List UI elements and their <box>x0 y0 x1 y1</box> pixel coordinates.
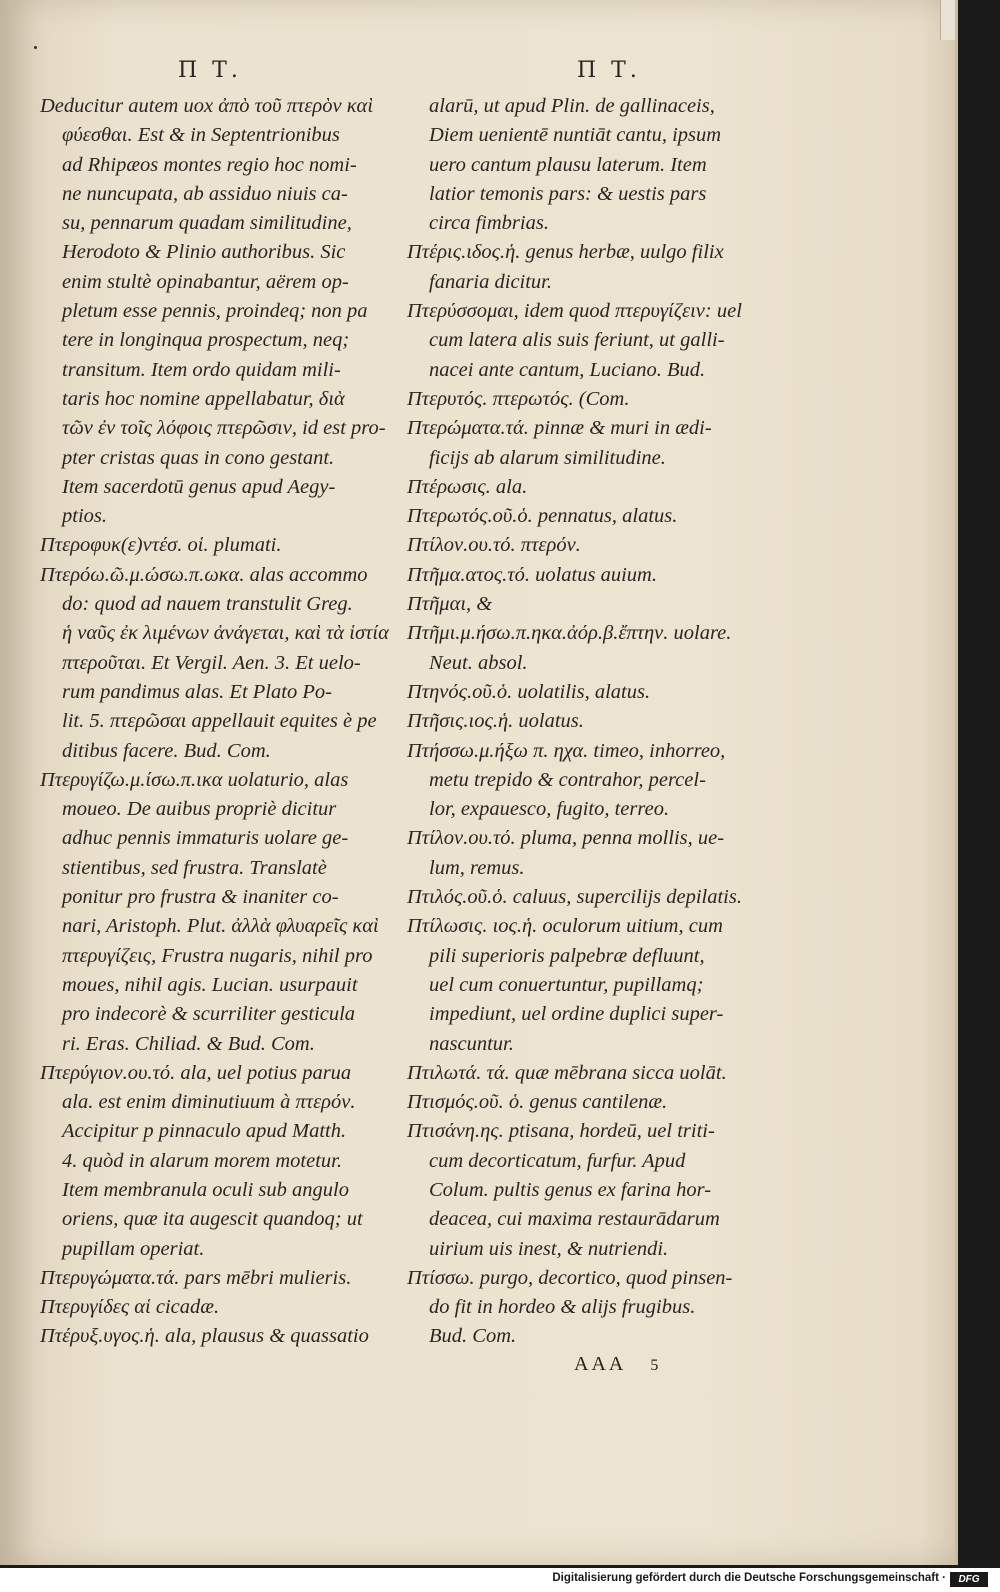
text-line: Πτῆμα.ατος.τό. uolatus auium. <box>407 563 657 586</box>
text-line: πτερυγίζεις, Frustra nugaris, nihil pro <box>62 944 373 967</box>
text-line: ri. Eras. Chiliad. & Bud. Com. <box>62 1032 315 1055</box>
text-line: Πτίλωσις. ιος.ἡ. oculorum uitium, cum <box>407 915 723 938</box>
text-line: rum pandimus alas. Et Plato Po- <box>62 680 332 703</box>
text-line: ponitur pro frustra & inaniter co- <box>62 886 339 909</box>
text-line: do fit in hordeo & alijs frugibus. <box>429 1296 696 1319</box>
text-line: 4. quòd in alarum morem motetur. <box>62 1149 342 1172</box>
text-line: lit. 5. πτερῶσαι appellauit equites è pe <box>62 710 377 733</box>
text-line: uel cum conuertuntur, pupillamq; <box>429 973 704 996</box>
left-column <box>40 92 389 1352</box>
text-line: Item sacerdotū genus apud Aegy- <box>62 475 336 498</box>
signature-number: 5 <box>650 1357 659 1374</box>
text-line: deacea, cui maxima restaurādarum <box>429 1208 720 1231</box>
funding-credit: Digitalisierung gefördert durch die Deutsche Forschungsgemeinschaft · <box>552 1572 946 1584</box>
text-line: Πτερωτός.οῦ.ὁ. pennatus, alatus. <box>407 505 678 528</box>
text-line: Πτῆμι.μ.ήσω.π.ηκα.ἀόρ.β.ἔπτην. uolare. <box>407 622 732 645</box>
text-line: Πτήσσω.μ.ήξω π. ηχα. timeo, inhorreo, <box>407 739 726 762</box>
text-line: Πτεροφυκ(ε)ντέσ. οἱ. plumati. <box>40 534 282 557</box>
text-line: Πτισάνη.ης. ptisana, hordeū, uel triti- <box>407 1120 715 1143</box>
text-line: ditibus facere. Bud. Com. <box>62 739 271 762</box>
text-line: Πτερυγώματα.τά. pars mēbri mulieris. <box>40 1266 352 1289</box>
text-line: Bud. Com. <box>429 1325 517 1348</box>
text-line: Πτερυγίδες αἱ cicadæ. <box>40 1296 220 1319</box>
text-line: Accipitur p pinnaculo apud Matth. <box>62 1120 347 1143</box>
right-column <box>407 92 747 1352</box>
text-line: τῶν ἐν τοῖς λόφοις πτερῶσιν, id est pro- <box>62 417 386 440</box>
text-line: Πτηνός.οῦ.ὁ. uolatilis, alatus. <box>407 680 651 703</box>
text-line: enim stultè opinabantur, aërem op- <box>62 270 349 293</box>
text-line: pter cristas quas in cono gestant. <box>62 446 335 469</box>
text-line: impediunt, uel ordine duplici super- <box>429 1003 724 1026</box>
text-line: su, pennarum quadam similitudine, <box>62 212 352 235</box>
text-line: Item membranula oculi sub angulo <box>62 1178 349 1201</box>
text-line: Πτερύγιον.ου.τό. ala, uel potius parua <box>40 1061 352 1084</box>
running-head-right: Π Τ. <box>577 58 641 83</box>
text-line: Πτῆσις.ιος.ἡ. uolatus. <box>407 710 584 733</box>
text-line: Πτερυγίζω.μ.ίσω.π.ικα uolaturio, alas <box>40 768 349 791</box>
text-line: Πτιλός.οῦ.ὁ. caluus, supercilijs depilatis. <box>407 886 742 909</box>
text-line: Πτέρυξ.υγος.ἡ. ala, plausus & quassatio <box>40 1325 369 1348</box>
text-line: ἡ ναῦς ἐκ λιμένων ἀνάγεται, καὶ τὰ ἱστία <box>62 622 389 645</box>
text-line: Diem uenientē nuntiāt cantu, ipsum <box>429 124 722 147</box>
text-line: Πτερώματα.τά. pinnæ & muri in ædi- <box>407 417 712 440</box>
text-line: uirium uis inest, & nutriendi. <box>429 1237 669 1260</box>
text-line: pili superioris palpebræ defluunt, <box>429 944 705 967</box>
text-line: Colum. pultis genus ex farina hor- <box>429 1178 712 1201</box>
text-line: pletum esse pennis, proindeq; non pa <box>62 300 368 323</box>
text-line: Πτίσσω. purgo, decortico, quod pinsen- <box>407 1266 733 1289</box>
text-line: φύεσθαι. Est & in Septentrionibus <box>62 124 340 147</box>
text-line: lum, remus. <box>429 856 525 879</box>
running-head-left: Π Τ. <box>178 58 242 83</box>
text-line: pro indecorè & scurriliter gesticula <box>62 1003 356 1026</box>
text-line: nacei ante cantum, Luciano. Bud. <box>429 358 706 381</box>
text-line: oriens, quæ ita augescit quandoq; ut <box>62 1208 363 1231</box>
ink-speck <box>34 46 37 49</box>
text-line: adhuc pennis immaturis uolare ge- <box>62 827 349 850</box>
text-line: nascuntur. <box>429 1032 514 1055</box>
text-line: Neut. absol. <box>429 651 528 674</box>
text-line: Πτίλον.ου.τό. πτερόν. <box>407 534 581 557</box>
text-line: uero cantum plausu laterum. Item <box>429 153 707 176</box>
text-line: ad Rhipæos montes regio hoc nomi- <box>62 153 357 176</box>
text-line: nari, Aristoph. Plut. ἀλλὰ φλυαρεῖς καὶ <box>62 915 379 938</box>
page-corner <box>940 0 955 40</box>
text-line: Deducitur autem uox ἀπὸ τοῦ πτερὸν καὶ <box>40 95 374 117</box>
text-line: πτεροῦται. Et Vergil. Aen. 3. Et uelo- <box>62 651 361 674</box>
text-line: taris hoc nomine appellabatur, διὰ <box>62 387 345 410</box>
text-line: Πτέρις.ιδος.ἡ. genus herbæ, uulgo filix <box>407 241 724 264</box>
text-line: Πτιλωτά. τά. quæ mēbrana sicca uolāt. <box>407 1061 727 1084</box>
text-line: Πτερύσσομαι, idem quod πτερυγίζειν: uel <box>407 300 742 323</box>
text-line: cum latera alis suis feriunt, ut galli- <box>429 329 725 352</box>
text-line: ptios. <box>62 505 107 528</box>
text-line: cum decorticatum, furfur. Apud <box>429 1149 686 1172</box>
text-line: moues, nihil agis. Lucian. usurpauit <box>62 973 358 996</box>
text-line: latior temonis pars: & uestis pars <box>429 182 707 205</box>
text-line: Πτερόω.ῶ.μ.ώσω.π.ωκα. alas accommo <box>40 563 368 586</box>
text-line: alarū, ut apud Plin. de gallinaceis, <box>429 95 715 117</box>
text-line: moueo. De auibus propriè dicitur <box>62 798 337 821</box>
signature-letters: AAA <box>574 1353 627 1375</box>
text-line: ne nuncupata, ab assiduo niuis ca- <box>62 182 348 205</box>
dfg-logo: DFG <box>950 1572 988 1587</box>
text-line: ala. est enim diminutiuum à πτερόν. <box>62 1091 356 1114</box>
text-line: metu trepido & contrahor, percel- <box>429 768 706 791</box>
text-line: do: quod ad nauem transtulit Greg. <box>62 593 353 616</box>
text-line: Πτερυτός. πτερωτός. (Com. <box>407 387 630 410</box>
text-line: transitum. Item ordo quidam mili- <box>62 358 341 381</box>
text-line: lor, expauesco, fugito, terreo. <box>429 798 670 821</box>
text-line: Herodoto & Plinio authoribus. Sic <box>62 241 346 264</box>
text-line: fanaria dicitur. <box>429 270 553 293</box>
text-line: tere in longinqua prospectum, neq; <box>62 329 350 352</box>
text-line: Πτῆμαι, & <box>407 593 493 616</box>
signature-mark <box>574 1353 658 1376</box>
text-line: Πτισμός.οῦ. ὁ. genus cantilenæ. <box>407 1091 668 1114</box>
text-line: Πτέρωσις. ala. <box>407 475 528 498</box>
text-line: ficijs ab alarum similitudine. <box>429 446 666 469</box>
text-line: stientibus, sed frustra. Translatè <box>62 856 327 879</box>
text-line: circa fimbrias. <box>429 212 549 235</box>
text-line: Πτίλον.ου.τό. pluma, penna mollis, ue- <box>407 827 725 850</box>
text-line: pupillam operiat. <box>62 1237 205 1260</box>
